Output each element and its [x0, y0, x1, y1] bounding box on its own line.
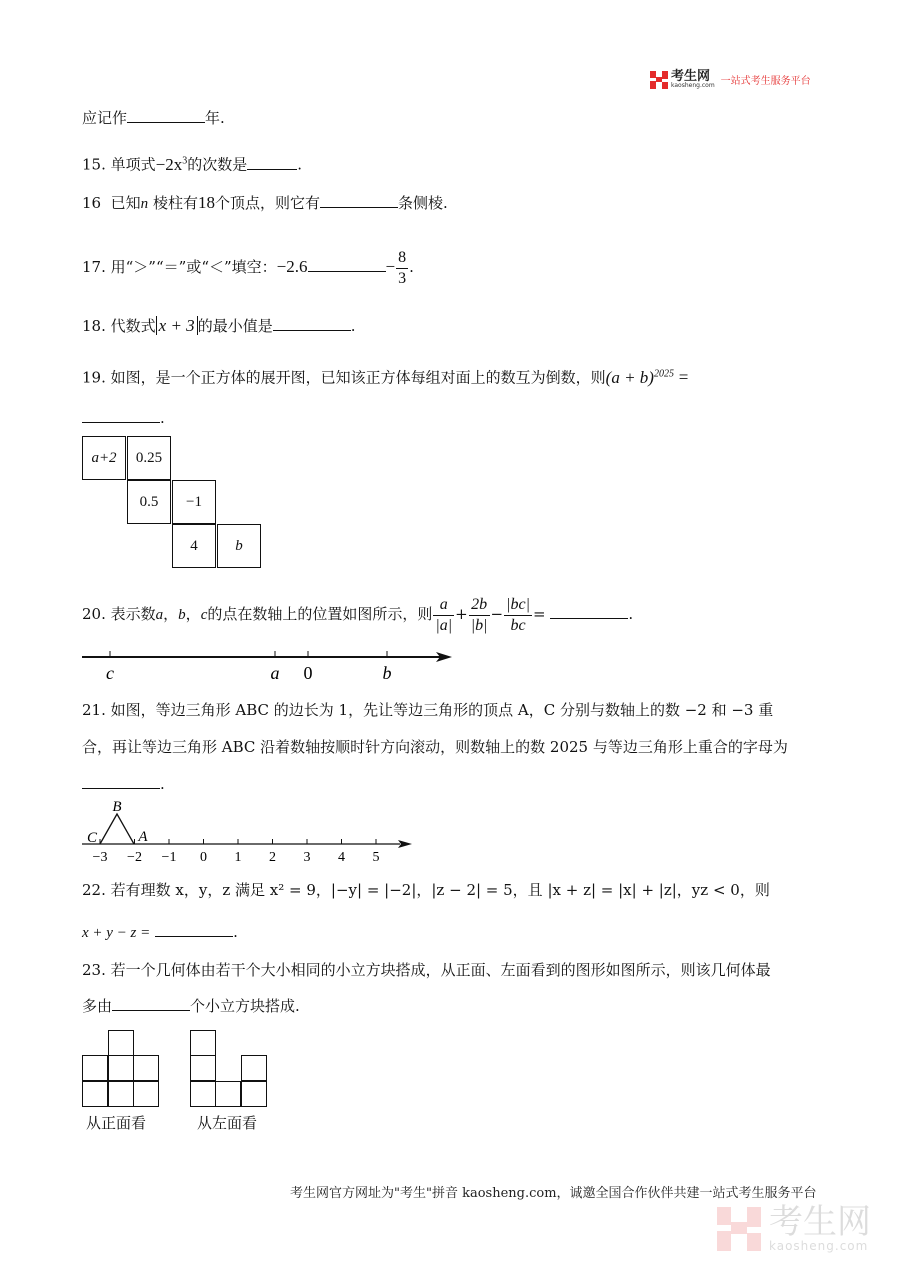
tick-label: 4 [338, 850, 345, 865]
label-0: 0 [303, 663, 313, 683]
q18-text: 代数式 [110, 317, 156, 335]
kaosheng-watermark-icon [717, 1207, 761, 1251]
tick-label: 0 [200, 850, 207, 865]
question-21 [82, 700, 773, 720]
net-cell: 0.25 [127, 436, 171, 480]
q15-expr: $-2x^3$ [155, 154, 188, 174]
q23-line1: 若一个几何体由若干个大小相同的小立方块搭成，从正面、左面看到的图形如图所示，则该几何体最 [110, 961, 771, 979]
q20-text: 表示数 [110, 605, 156, 623]
question-number: 20. [82, 605, 106, 623]
net-cell: a+2 [82, 436, 126, 480]
q21-figure [80, 795, 420, 865]
question-20: 20. 表示数a，b，c的点在数轴上的位置如图所示，则 $\frac{a}{|a|}$ + $\frac{2b}{|b|}$ − $\frac{|bc|}{bc}$ = . [82, 595, 634, 634]
q16-text: 已知 [110, 194, 141, 212]
question-22 [82, 880, 770, 900]
tick-label: 5 [372, 850, 380, 865]
q23-line2a: 多由 [82, 997, 113, 1015]
question-21-answer [82, 774, 165, 794]
q16-text4: 条侧棱. [397, 194, 448, 212]
q20-frac3: $\frac{|bc|}{bc}$ [506, 595, 531, 634]
net-cell: 4 [172, 524, 216, 568]
answer-blank[interactable] [82, 774, 160, 789]
question-17 [82, 246, 414, 289]
label-b: b [382, 663, 392, 683]
watermark-cn: 考生网 [769, 1202, 871, 1242]
view-cell [215, 1081, 241, 1107]
q16-count: 18 [197, 193, 215, 212]
answer-blank[interactable] [247, 155, 297, 170]
view-cell [190, 1030, 216, 1056]
q14-prefix: 应记作 [82, 109, 128, 127]
q21-end: . [160, 775, 165, 793]
view-cell [82, 1055, 108, 1081]
q22-line2: x + y − z = [82, 925, 151, 941]
question-number: 19. [82, 368, 106, 387]
q17-neg: − [385, 257, 396, 276]
q16-text2: 棱柱有 [152, 194, 198, 212]
q20-var-a: a [155, 607, 164, 623]
answer-blank[interactable] [320, 193, 398, 208]
question-23 [82, 960, 771, 980]
q15-text: 单项式 [110, 155, 156, 174]
net-cell: b [217, 524, 261, 568]
q15-text2: 的次数是 [187, 155, 248, 174]
left-view-label: 从左面看 [197, 1114, 258, 1132]
question-19-answer [82, 408, 165, 428]
q20-end: . [628, 605, 634, 623]
question-21-line2 [82, 737, 788, 757]
view-cell [190, 1055, 216, 1081]
q21-line1: 如图，等边三角形 ABC 的边长为 1，先让等边三角形的顶点 A，C 分别与数轴上的数 −2 和 −3 重 [110, 701, 774, 719]
q20-frac2: $\frac{2b}{|b|}$ [470, 595, 488, 634]
question-number: 17. [82, 258, 106, 276]
tick-label: −1 [161, 850, 177, 865]
front-view-label: 从正面看 [86, 1114, 147, 1132]
triangle-abc [100, 814, 134, 844]
q20-text2: 的点在数轴上的位置如图所示，则 [207, 605, 433, 623]
q19-text: 如图，是一个正方体的展开图，已知该正方体每组对面上的数互为倒数，则 [110, 368, 606, 387]
q20-frac1: $\frac{a}{|a|}$ [435, 595, 453, 634]
question-number: 22. [82, 881, 106, 899]
q19-expr: $(a + b)^{2025}$ [605, 367, 674, 387]
view-cell [190, 1081, 216, 1107]
vertex-c: C [86, 830, 98, 846]
view-cell [133, 1055, 159, 1081]
watermark [717, 1202, 871, 1253]
vertex-a: A [138, 829, 148, 845]
answer-blank[interactable] [82, 408, 160, 423]
axis-arrow-icon [398, 840, 412, 848]
net-cell: 0.5 [127, 480, 171, 524]
q23-line2b: 个小立方块搭成. [190, 997, 300, 1015]
vertex-b: B [112, 799, 122, 815]
view-cell [241, 1081, 267, 1107]
answer-blank[interactable] [112, 996, 190, 1011]
q18-expr: x + 3 [156, 316, 198, 335]
question-15 [82, 151, 302, 175]
question-23-line2 [82, 996, 300, 1016]
question-18 [82, 316, 355, 336]
q20-number-line [80, 645, 460, 685]
question-number: 15. [82, 155, 106, 174]
view-cell [108, 1055, 134, 1081]
q17-left: −2.6 [276, 257, 308, 276]
tick-label: 1 [234, 850, 242, 865]
q19-end: . [160, 409, 165, 427]
net-cell: −1 [172, 480, 216, 524]
view-cell [82, 1081, 108, 1107]
q20-eq: = [533, 605, 546, 623]
question-16 [82, 193, 448, 214]
header-logo [650, 70, 811, 89]
question-number: 18. [82, 317, 106, 335]
q21-line2: 合，再让等边三角形 ABC 沿着数轴按顺时针方向滚动，则数轴上的数 2025 与等边三角形上重合的字母为 [82, 738, 788, 756]
q22-end: . [233, 923, 238, 941]
q16-var: n [140, 196, 149, 212]
logo-cn: 考生网 [671, 69, 711, 84]
tick-label: 3 [303, 850, 311, 865]
question-number: 21. [82, 701, 106, 719]
question-number: 16 [82, 194, 102, 212]
label-c: c [106, 663, 114, 683]
q17-end: . [409, 258, 414, 276]
tick-label: 2 [269, 850, 276, 865]
watermark-en: kaosheng.com [769, 1239, 869, 1253]
q22-line1: 若有理数 x，y，z 满足 x² = 9，|−y| = |−2|，|z − 2| = 5，且 |x + z| = |x| + |z|，yz < 0，则 [110, 881, 770, 899]
q14-tail [82, 108, 225, 128]
q14-suffix: 年. [205, 109, 225, 127]
view-cell [108, 1081, 134, 1107]
question-19 [82, 364, 688, 388]
logo-en: kaosheng.com [671, 82, 715, 89]
footer-text: 考生网官方网址为"考生"拼音 kaosheng.com，诚邀全国合作伙伴共建一站式考生服务平台 [290, 1186, 817, 1201]
tick-group [93, 839, 380, 865]
q17-fraction: $\frac{8}{3}$ [398, 248, 407, 287]
logo-slogan: 一站式考生服务平台 [720, 76, 811, 87]
tick-label: −3 [92, 850, 108, 865]
question-22-line2 [82, 922, 238, 943]
answer-blank[interactable] [155, 922, 233, 937]
answer-blank[interactable] [127, 108, 205, 123]
q19-eq: = [678, 367, 689, 387]
answer-blank[interactable] [550, 604, 628, 619]
q20-var-c: c [200, 607, 208, 623]
q17-text: 用“＞”“＝”或“＜”填空： [110, 258, 277, 276]
q16-text3: 个顶点，则它有 [214, 194, 320, 212]
question-number: 23. [82, 961, 106, 979]
q18-end: . [350, 317, 356, 335]
label-a: a [270, 663, 280, 683]
q18-text2: 的最小值是 [197, 317, 273, 335]
q15-end: . [297, 155, 303, 174]
view-cell [108, 1030, 134, 1056]
tick-label: −2 [127, 850, 142, 865]
view-cell [133, 1081, 159, 1107]
answer-blank[interactable] [308, 257, 386, 272]
q20-var-b: b [178, 607, 186, 623]
view-cell [241, 1055, 267, 1081]
answer-blank[interactable] [273, 316, 351, 331]
kaosheng-logo-icon [650, 71, 668, 89]
